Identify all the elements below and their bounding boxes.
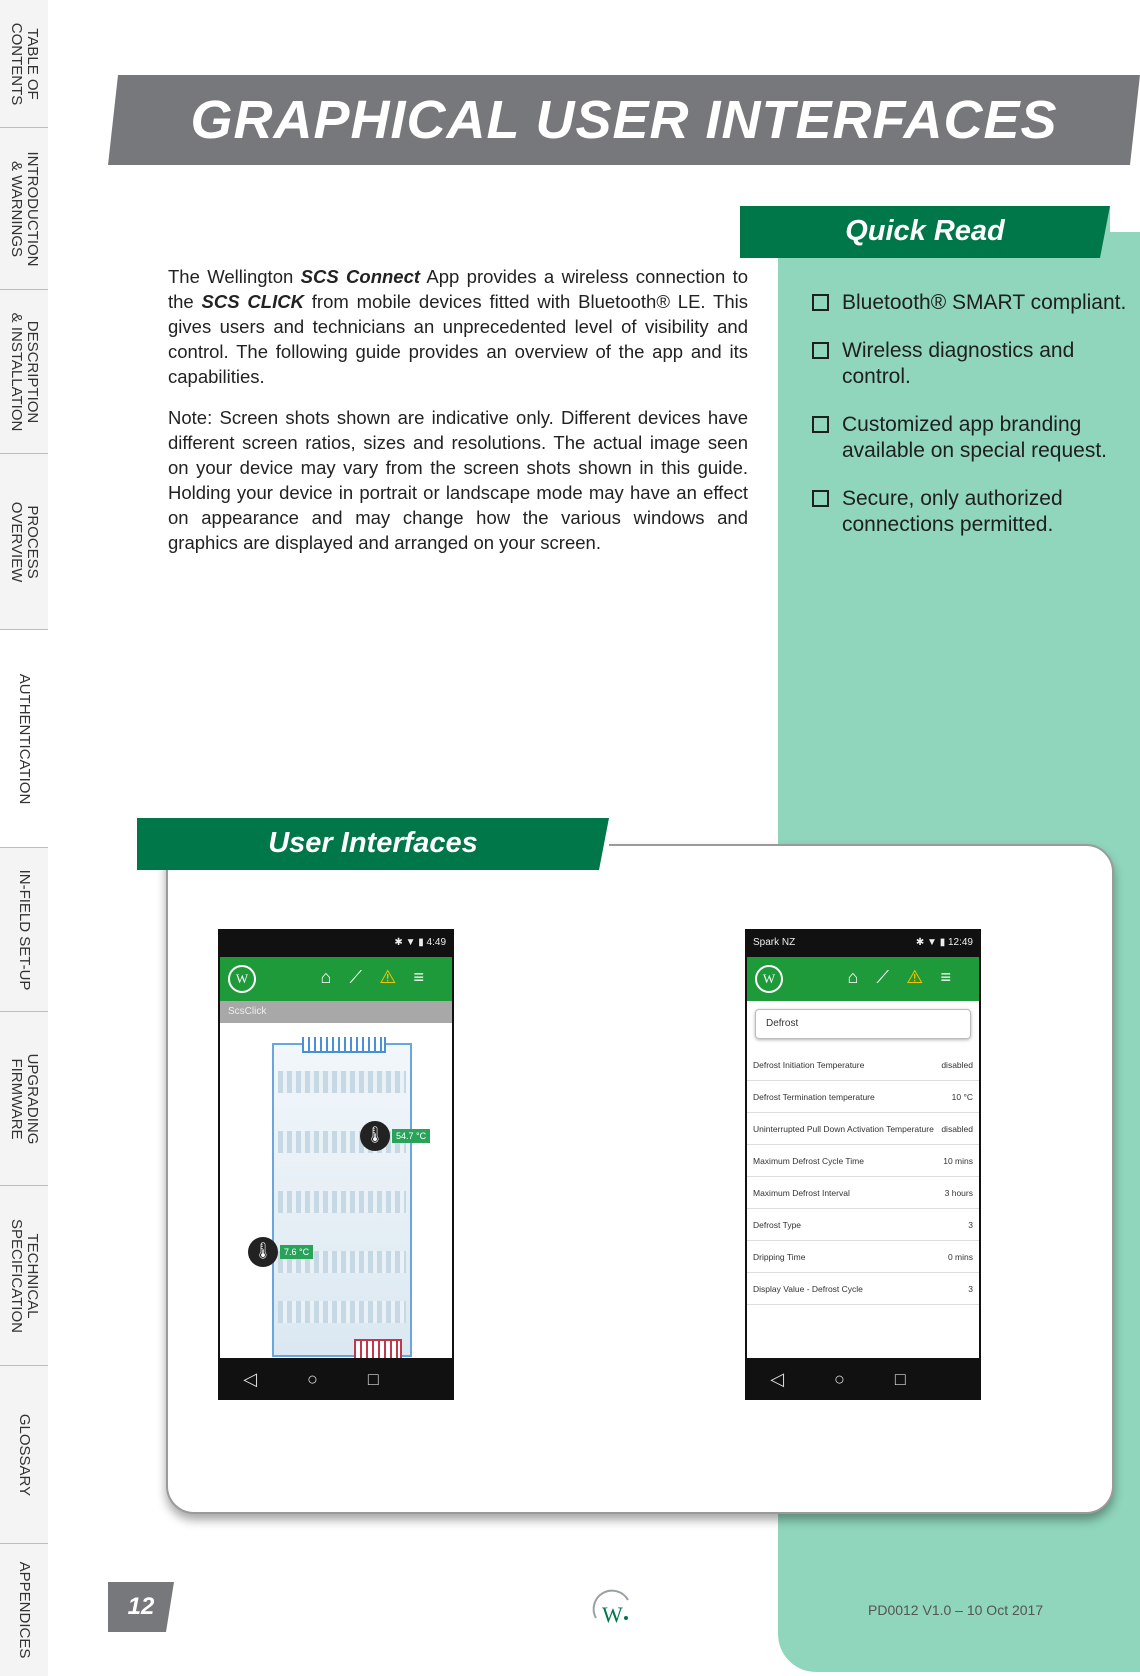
tab-label: APPENDICES <box>16 1561 33 1659</box>
setting-value: disabled <box>941 1123 973 1134</box>
intro-text <box>168 264 748 571</box>
app-bar-icons <box>320 967 442 988</box>
quick-read-title: Quick Read <box>845 215 1005 247</box>
setting-value: 0 mins <box>947 1251 973 1262</box>
logo-letter: W <box>602 1602 623 1627</box>
tab-description[interactable] <box>0 290 48 454</box>
shelf <box>278 1071 406 1093</box>
tab-introduction[interactable] <box>0 128 48 290</box>
back-icon[interactable]: ◁ <box>770 1369 835 1389</box>
settings-search-input[interactable]: Defrost <box>755 1009 971 1039</box>
tab-label: TABLE OF CONTENTS <box>8 22 41 105</box>
tab-label: DESCRIPTION & INSTALLATION <box>8 312 41 431</box>
checkbox-icon <box>812 294 829 311</box>
user-interfaces-title: User Interfaces <box>268 827 478 859</box>
thermometer-icon[interactable]: 🌡 <box>248 1237 278 1267</box>
setting-value: 10 °C <box>951 1091 973 1102</box>
text-run: from mobile devices fitted with Bluetooth® LE. This gives users and technicians an unprecedented level of visibility and control. The following guide provides an overview of the app and its capabilities. <box>168 291 748 387</box>
list-item <box>812 486 1137 538</box>
wellington-logo-icon <box>590 1588 634 1628</box>
tab-label: INTRODUCTION & WARNINGS <box>8 151 41 266</box>
tab-process-overview[interactable] <box>0 454 48 630</box>
list-item <box>812 412 1137 464</box>
tab-table-of-contents[interactable] <box>0 0 48 128</box>
list-item-text: Customized app branding available on special request. <box>842 413 1108 462</box>
temperature-badge-upper: 54.7 °C <box>392 1129 430 1143</box>
checkbox-icon <box>812 342 829 359</box>
shelf <box>278 1191 406 1213</box>
checkbox-icon <box>812 490 829 507</box>
tab-label: IN-FIELD SET-UP <box>16 869 33 990</box>
tab-upgrading-firmware[interactable] <box>0 1012 48 1186</box>
tab-label: UPGRADING FIRMWARE <box>8 1053 41 1144</box>
section-tabs <box>0 0 48 1676</box>
home-circle-icon[interactable]: ○ <box>834 1369 895 1389</box>
setting-row[interactable] <box>747 1145 979 1177</box>
device-name: SCS CLICK <box>201 291 304 312</box>
setting-label: Dripping Time <box>753 1251 806 1262</box>
chart-icon[interactable]: ⟋ <box>349 967 380 987</box>
setting-label: Maximum Defrost Interval <box>753 1187 850 1198</box>
setting-value: 10 mins <box>943 1155 973 1166</box>
setting-row[interactable] <box>747 1081 979 1113</box>
setting-row[interactable] <box>747 1241 979 1273</box>
intro-paragraph <box>168 264 748 389</box>
title-banner <box>108 75 1140 165</box>
status-icons: ✱ ▼ ▮ 12:49 <box>915 937 973 948</box>
setting-value: 3 <box>968 1283 973 1294</box>
setting-label: Defrost Type <box>753 1219 802 1230</box>
app-logo-icon[interactable]: W <box>755 965 783 993</box>
status-bar <box>745 929 981 957</box>
setting-value: 3 hours <box>944 1187 973 1198</box>
checkbox-icon <box>812 416 829 433</box>
document-reference: PD0012 V1.0 – 10 Oct 2017 <box>868 1602 1044 1618</box>
page-number-text: 12 <box>127 1593 155 1620</box>
app-bar-icons <box>847 967 969 988</box>
quick-read-header <box>740 206 1110 258</box>
list-item-text: Wireless diagnostics and control. <box>842 339 1075 388</box>
setting-label: Defrost Termination temperature <box>753 1091 875 1102</box>
list-item-text: Secure, only authorized connections permitted. <box>842 487 1063 536</box>
app-bar <box>220 957 452 1001</box>
temperature-badge-lower: 7.6 °C <box>280 1245 313 1259</box>
tab-technical-specification[interactable] <box>0 1186 48 1366</box>
home-icon[interactable]: ⌂ <box>320 967 350 987</box>
evaporator-coil <box>302 1037 386 1053</box>
menu-icon[interactable]: ≡ <box>413 967 442 987</box>
app-bar <box>747 957 979 1001</box>
condenser-coil <box>354 1339 402 1358</box>
menu-icon[interactable]: ≡ <box>940 967 969 987</box>
setting-label: Uninterrupted Pull Down Activation Temperature <box>753 1123 934 1134</box>
note-paragraph: Note: Screen shots shown are indicative only. Different devices have different screen ratios, sizes and resolutions. The actual image seen on your device may vary from the screen shots shown in this guide. Holding your device in portrait or landscape mode may have an effect on appearance and may change how the various windows and graphics are displayed and arranged on your screen. <box>168 407 748 553</box>
tab-appendices[interactable] <box>0 1544 48 1676</box>
android-nav-bar <box>218 1358 454 1400</box>
shelf <box>278 1301 406 1323</box>
setting-row[interactable] <box>747 1113 979 1145</box>
product-name: SCS Connect <box>300 266 421 287</box>
recents-icon[interactable]: □ <box>894 1369 956 1389</box>
page-number <box>108 1582 174 1632</box>
setting-row[interactable] <box>747 1273 979 1305</box>
phone-screenshot-fridge <box>218 929 454 1400</box>
setting-label: Display Value - Defrost Cycle <box>753 1283 863 1294</box>
page-title: GRAPHICAL USER INTERFACES <box>190 90 1058 150</box>
setting-value: 3 <box>968 1219 973 1230</box>
tab-in-field-setup[interactable] <box>0 848 48 1012</box>
device-name-bar: ScsClick <box>220 1001 452 1023</box>
phone-screenshot-settings <box>745 929 981 1400</box>
home-circle-icon[interactable]: ○ <box>307 1369 368 1389</box>
tab-label: GLOSSARY <box>16 1413 33 1496</box>
setting-row[interactable] <box>747 1049 979 1081</box>
fridge-view <box>220 1001 452 1358</box>
list-item <box>812 290 1137 316</box>
carrier-name: Spark NZ <box>753 937 796 948</box>
thermometer-icon[interactable]: 🌡 <box>360 1121 390 1151</box>
tab-label: TECHNICAL SPECIFICATION <box>8 1218 41 1333</box>
user-interfaces-header <box>137 818 609 870</box>
warning-icon[interactable]: ⚠ <box>906 967 941 987</box>
setting-row[interactable] <box>747 1177 979 1209</box>
back-icon[interactable]: ◁ <box>243 1369 308 1389</box>
tab-glossary[interactable] <box>0 1366 48 1544</box>
home-icon[interactable]: ⌂ <box>847 967 877 987</box>
status-icons: ✱ ▼ ▮ 4:49 <box>394 937 446 948</box>
app-logo-icon[interactable]: W <box>228 965 256 993</box>
setting-row[interactable] <box>747 1209 979 1241</box>
recents-icon[interactable]: □ <box>367 1369 429 1389</box>
tab-authentication[interactable] <box>0 630 48 848</box>
setting-label: Defrost Initiation Temperature <box>753 1059 865 1070</box>
settings-list <box>747 1049 979 1305</box>
list-item <box>812 338 1137 390</box>
tab-label: PROCESS OVERVIEW <box>8 501 41 582</box>
quick-read-list <box>812 290 1137 560</box>
status-bar <box>218 929 454 957</box>
tab-label: AUTHENTICATION <box>16 673 33 804</box>
text-run: The Wellington <box>168 266 301 287</box>
setting-value: disabled <box>941 1059 973 1070</box>
android-nav-bar <box>745 1358 981 1400</box>
setting-label: Maximum Defrost Cycle Time <box>753 1155 864 1166</box>
list-item-text: Bluetooth® SMART compliant. <box>842 291 1127 314</box>
chart-icon[interactable]: ⟋ <box>876 967 907 987</box>
settings-view <box>747 1001 979 1358</box>
text-run: App provides a wireless connection to the <box>168 266 749 312</box>
fridge-illustration <box>272 1043 412 1357</box>
warning-icon[interactable]: ⚠ <box>379 967 414 987</box>
